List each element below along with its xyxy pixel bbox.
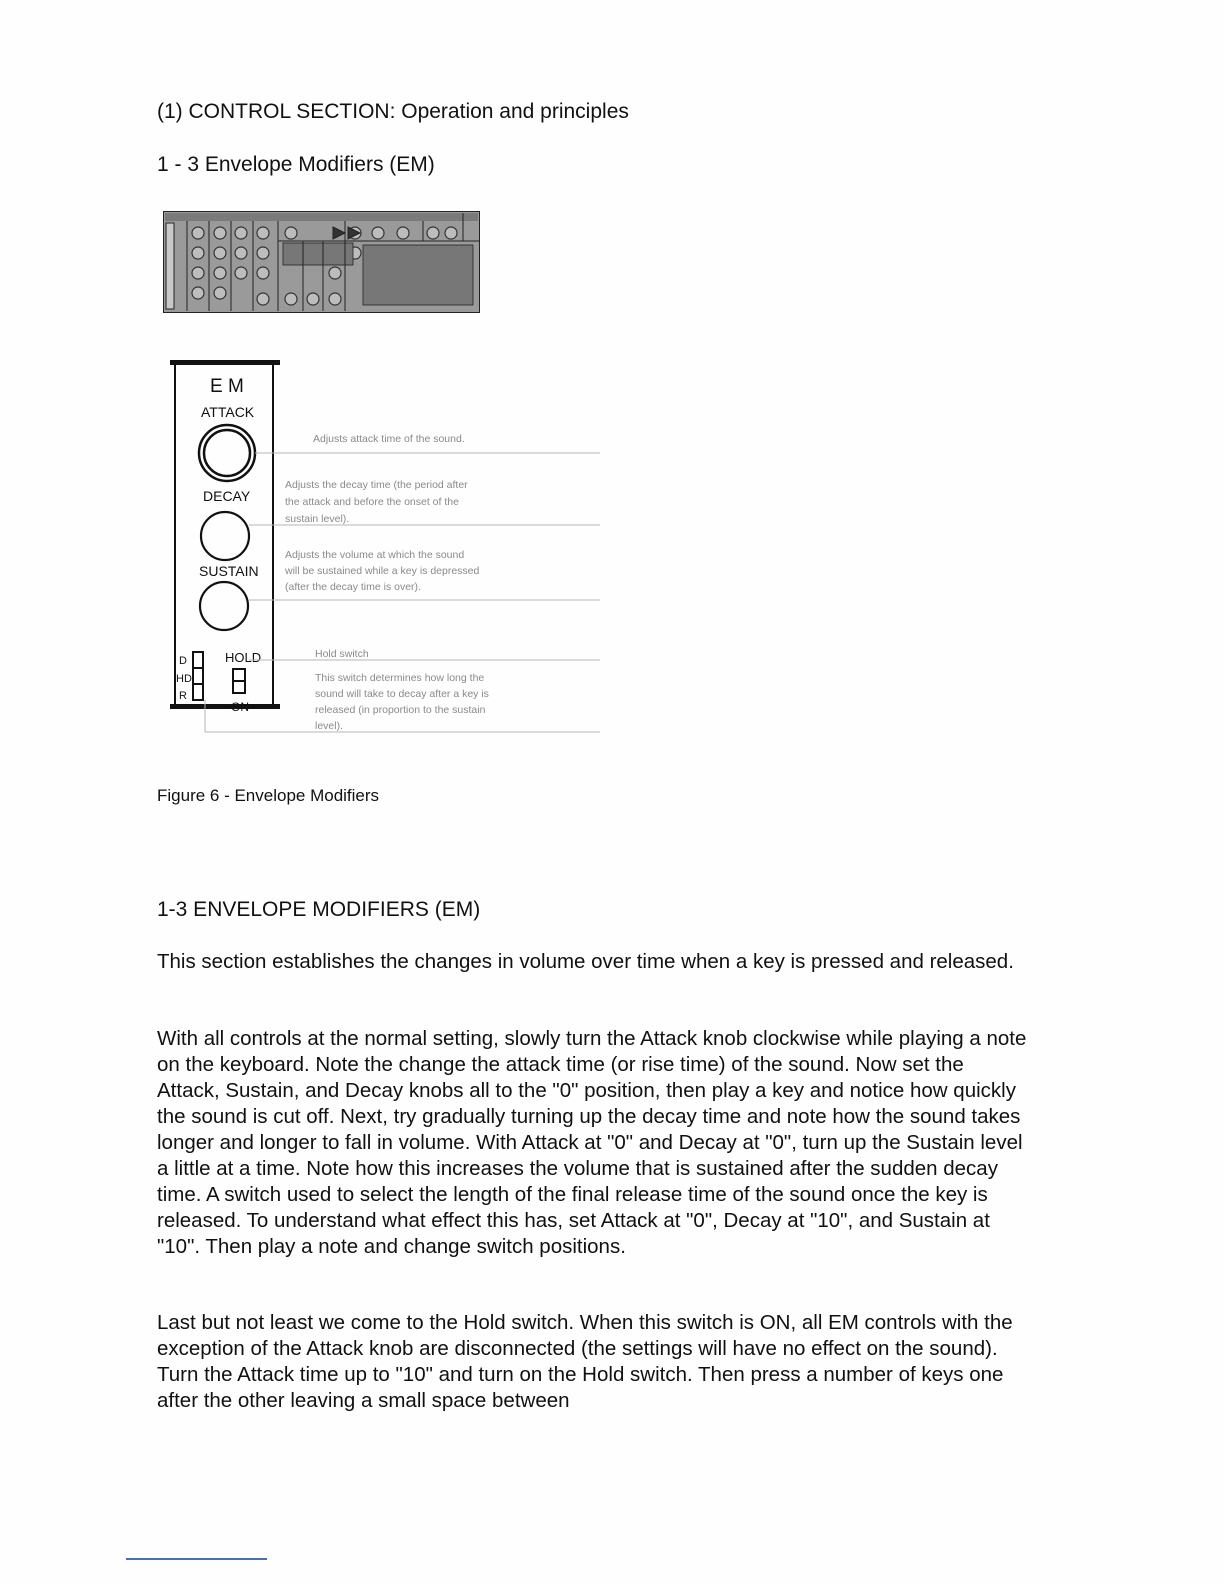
desc-release-line3: released (in proportion to the sustain <box>315 704 486 716</box>
synth-panel-overview-image <box>163 211 480 313</box>
panel-title: E M <box>210 376 244 397</box>
sustain-knob-icon <box>200 582 248 630</box>
paragraph-controls: With all controls at the normal setting, slowly turn the Attack knob clockwise while playing a note on the keyboard. Note the change the attack time (or rise time) of the sound. Now set the Attack, Sustain, and Decay knobs all to the "0" position, then play a key and notice how quickly the sound is cut off. Next, try gradually turning up the decay time and note how the sound takes longer and longer to fall in volume. With Attack at "0" and Decay at "0", turn up the Sustain level a little at a time. Note how this increases the volume that is sustained after the sudden decay time. A switch used to select the length of the final release time of the sound once the key is released. To understand what effect this has, set Attack at "0", Decay at "10", and Sustain at "10". Then play a note and change switch positions. <box>157 1027 1027 1258</box>
page-heading: (1) CONTROL SECTION: Operation and principles <box>157 100 629 123</box>
attack-knob-icon <box>199 425 255 481</box>
section-subheading: 1 - 3 Envelope Modifiers (EM) <box>157 153 435 176</box>
desc-sustain-line3: (after the decay time is over). <box>285 581 421 593</box>
desc-release-line2: sound will take to decay after a key is <box>315 688 489 700</box>
sustain-label: SUSTAIN <box>199 563 259 579</box>
switch-d-label: D <box>179 655 187 667</box>
release-switch-icon <box>193 652 203 700</box>
desc-release-line4: level). <box>315 720 344 732</box>
hold-label: HOLD <box>225 650 262 665</box>
envelope-modifiers-diagram <box>165 360 605 740</box>
paragraph-hold-switch: Last but not least we come to the Hold switch. When this switch is ON, all EM controls with the exception of the Attack knob are disconnected (the settings will have no effect on the sound). Turn the Attack time up to "10" and turn on the Hold switch. Then press a number of keys one after the other leaving a small space between <box>157 1311 1013 1412</box>
figure-caption: Figure 6 - Envelope Modifiers <box>157 786 380 805</box>
attack-label: ATTACK <box>201 404 255 420</box>
desc-decay-line1: Adjusts the decay time (the period after <box>285 479 468 491</box>
desc-decay-line2: the attack and before the onset of the <box>285 496 459 508</box>
footnote-divider <box>126 1558 267 1560</box>
decay-label: DECAY <box>203 488 251 504</box>
section-title: 1-3 ENVELOPE MODIFIERS (EM) <box>157 898 481 921</box>
paragraph-intro: This section establishes the changes in volume over time when a key is pressed and released. <box>157 950 1014 973</box>
switch-r-label: R <box>179 690 187 702</box>
on-label: ON <box>231 700 249 714</box>
desc-release-line1: This switch determines how long the <box>315 672 485 684</box>
desc-decay-line3: sustain level). <box>285 513 350 525</box>
desc-attack: Adjusts attack time of the sound. <box>313 433 465 445</box>
desc-sustain-line2: will be sustained while a key is depressed <box>285 565 480 577</box>
decay-knob-icon <box>201 512 249 560</box>
switch-hd-label: HD <box>176 673 192 685</box>
desc-hold: Hold switch <box>315 648 369 660</box>
desc-sustain-line1: Adjusts the volume at which the sound <box>285 549 465 561</box>
hold-switch-icon <box>233 669 245 693</box>
